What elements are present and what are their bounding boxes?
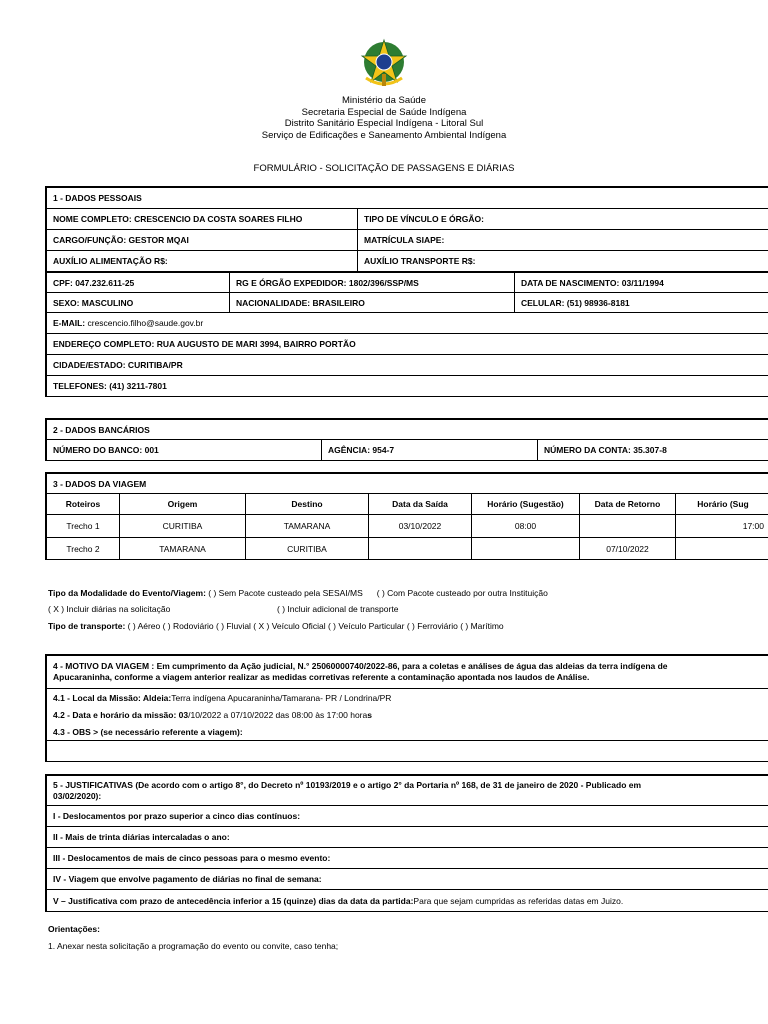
- mission-dates: [47, 706, 768, 723]
- guidelines-title: Orientações:: [48, 924, 100, 934]
- justification-v-value: Para que sejam cumpridas as referidas datas em Juizo.: [413, 895, 624, 906]
- justifications-section: [45, 774, 768, 912]
- trip-data-section: [45, 472, 768, 560]
- full-name-field: NOME COMPLETO: CRESCENCIO DA COSTA SOARES FILHO: [53, 214, 303, 224]
- table-cell: [368, 538, 471, 559]
- mission-location: [47, 689, 768, 706]
- address-field: ENDEREÇO COMPLETO: RUA AUGUSTO DE MARI 3994, BAIRRO PORTÃO: [53, 339, 356, 349]
- justification-iv: IV - Viagem que envolve pagamento de diárias no final de semana:: [53, 874, 322, 884]
- reason-title-line2: Apucaraninha, conforme a viagem anterior realizar as medidas corretivas referente a contaminação apontada nos laudos de Análise.: [53, 672, 590, 682]
- table-cell: 17:00: [675, 515, 768, 537]
- justification-ii: II - Mais de trinta diárias intercaladas o ano:: [53, 832, 230, 842]
- mission-location-label: 4.1 - Local da Missão: Aldeia:: [53, 692, 172, 703]
- rg-field: RG E ÓRGÃO EXPEDIDOR: 1802/396/SSP/MS: [229, 273, 514, 292]
- mission-dates-value: /10/2022 a 07/10/2022 das 08:00 às 17:00 hora: [188, 709, 368, 720]
- col-header: Data da Saída: [368, 494, 471, 514]
- transport-type-line: [48, 621, 504, 631]
- table-cell: Trecho 2: [66, 543, 100, 554]
- option-no-package: ( ) Sem Pacote custeado pela SESAI/MS: [205, 588, 363, 598]
- section-title: 1 - DADOS PESSOAIS: [53, 193, 142, 203]
- table-cell: 07/10/2022: [579, 538, 675, 559]
- col-header: Roteiros: [65, 499, 101, 509]
- option-transport-extra: ( ) Incluir adicional de transporte: [277, 604, 399, 614]
- mission-location-value: Terra indígena Apucaraninha/Tamarana- PR / Londrina/PR: [171, 692, 392, 703]
- table-cell: 08:00: [471, 515, 579, 537]
- option-daily-allowance: ( X ) Incluir diárias na solicitação: [48, 604, 171, 614]
- email-field: [47, 313, 768, 333]
- modality-label: Tipo da Modalidade do Evento/Viagem:: [48, 588, 206, 598]
- table-cell: [675, 538, 768, 559]
- header-ministry: Ministério da Saúde: [342, 95, 426, 106]
- birthdate-field: DATA DE NASCIMENTO: 03/11/1994: [514, 273, 768, 292]
- reason-title-line1: 4 - MOTIVO DA VIAGEM : Em cumprimento da Ação judicial, N.° 25060000740/2022-86, para a coletas e análises de água das aldeias da terra indígena de: [53, 661, 668, 671]
- city-state-field: CIDADE/ESTADO: CURITIBA/PR: [53, 360, 183, 370]
- justifications-title-line2: 03/02/2020):: [53, 790, 102, 801]
- table-cell: 03/10/2022: [368, 515, 471, 537]
- email-value: crescencio.filho@saude.gov.br: [87, 318, 204, 328]
- agency-field: AGÊNCIA: 954-7: [321, 440, 537, 460]
- phones-field: TELEFONES: (41) 3211-7801: [53, 381, 167, 391]
- role-field: CARGO/FUNÇÃO: GESTOR MQAI: [53, 235, 189, 245]
- observations-field: 4.3 - OBS > (se necessário referente a viagem):: [53, 726, 243, 737]
- justifications-title: [47, 776, 768, 805]
- table-row: [47, 515, 768, 538]
- justification-v-label: V – Justificativa com prazo de antecedência inferior a 15 (quinze) dias da data da partida:: [53, 895, 414, 906]
- mission-dates-label: 4.2 - Data e horário da missão: 03: [53, 709, 189, 720]
- reason-title: [47, 656, 768, 688]
- transport-type-options: ( ) Aéreo ( ) Rodoviário ( ) Fluvial ( X ) Veículo Oficial ( ) Veículo Particular ( ) Ferroviário ( ) Marítimo: [125, 621, 504, 631]
- email-label: E-MAIL:: [53, 318, 86, 328]
- option-with-package: ( ) Com Pacote custeado por outra Instituição: [376, 588, 548, 598]
- justification-v: [47, 890, 768, 911]
- observations-blank-row: [47, 741, 768, 761]
- header-secretariat: Secretaria Especial de Saúde Indígena: [301, 106, 467, 118]
- siape-field: MATRÍCULA SIAPE:: [357, 230, 768, 250]
- table-cell: [471, 538, 579, 559]
- justifications-title-line1: 5 - JUSTIFICATIVAS (De acordo com o artigo 8°, do Decreto nº 10193/2019 e o artigo 2° da Portaria nº 168, de 31 de janeiro de 2020 - Publicado em: [53, 779, 642, 790]
- col-header: Destino: [245, 494, 368, 514]
- coat-of-arms-logo: [358, 38, 410, 90]
- bank-number-field: NÚMERO DO BANCO: 001: [53, 445, 159, 455]
- account-field: NÚMERO DA CONTA: 35.307-8: [537, 440, 768, 460]
- col-header: Data de Retorno: [579, 494, 675, 514]
- nationality-field: NACIONALIDADE: BRASILEIRO: [229, 293, 514, 312]
- trip-reason-section: [45, 654, 768, 762]
- guidelines-item-1: 1. Anexar nesta solicitação a programação do evento ou convite, caso tenha;: [48, 941, 339, 951]
- section-title: 2 - DADOS BANCÁRIOS: [53, 424, 150, 435]
- justification-i: I - Deslocamentos por prazo superior a cinco dias contínuos:: [53, 811, 301, 821]
- table-cell: TAMARANA: [119, 538, 245, 559]
- sex-field: SEXO: MASCULINO: [53, 297, 134, 308]
- food-allowance-field: AUXÍLIO ALIMENTAÇÃO R$:: [53, 256, 168, 266]
- col-header: Horário (Sug: [675, 494, 768, 514]
- employment-type-field: TIPO DE VÍNCULO E ÓRGÃO:: [357, 209, 768, 229]
- table-cell: [579, 515, 675, 537]
- col-header: Horário (Sugestão): [471, 494, 579, 514]
- cpf-field: CPF: 047.232.611-25: [53, 277, 135, 288]
- table-cell: CURITIBA: [119, 515, 245, 537]
- personal-data-section: [45, 186, 768, 397]
- table-row: [47, 538, 768, 560]
- justification-iii: III - Deslocamentos de mais de cinco pessoas para o mesmo evento:: [53, 853, 331, 863]
- header-district: Distrito Sanitário Especial Indígena - Litoral Sul: [284, 118, 484, 129]
- header-service: Serviço de Edificações e Saneamento Ambiental Indígena: [261, 129, 507, 141]
- modality-line: [48, 588, 548, 598]
- cellphone-field: CELULAR: (51) 98936-8181: [514, 293, 768, 312]
- transport-allowance-field: AUXÍLIO TRANSPORTE R$:: [357, 251, 768, 271]
- table-cell: TAMARANA: [245, 515, 368, 537]
- mission-dates-end: s: [367, 709, 372, 720]
- col-header: Origem: [119, 494, 245, 514]
- table-cell: CURITIBA: [245, 538, 368, 559]
- form-title: FORMULÁRIO - SOLICITAÇÃO DE PASSAGENS E DIÁRIAS: [253, 163, 515, 174]
- table-cell: Trecho 1: [66, 521, 100, 531]
- trip-table-header: [47, 494, 768, 515]
- bank-data-section: [45, 418, 768, 461]
- section-title: 3 - DADOS DA VIAGEM: [53, 478, 147, 489]
- transport-type-label: Tipo de transporte:: [48, 621, 126, 631]
